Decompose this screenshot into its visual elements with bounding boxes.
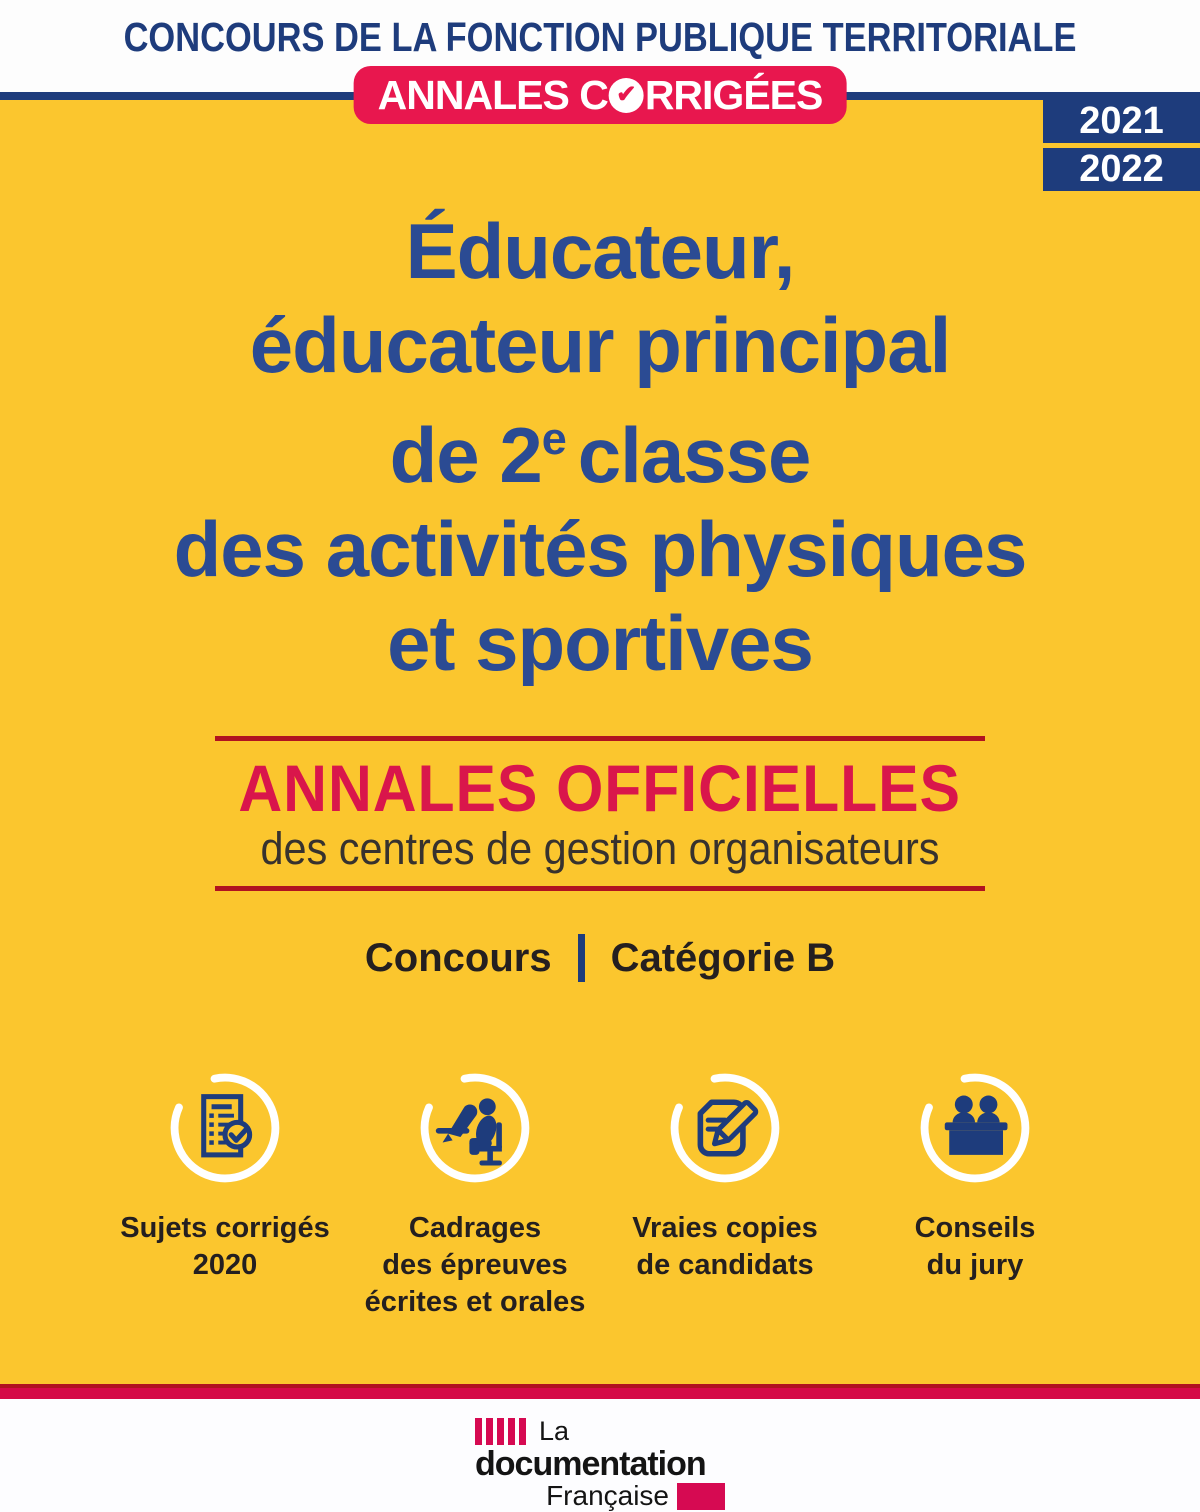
badge-text-right: RRIGÉES bbox=[644, 71, 823, 118]
red-rule-bottom bbox=[215, 886, 985, 891]
feature-cadrages-epreuves bbox=[350, 1072, 600, 1321]
publisher-francaise: Française bbox=[546, 1480, 669, 1511]
publisher-red-square bbox=[677, 1483, 725, 1510]
year-top: 2021 bbox=[1043, 100, 1200, 143]
publisher-documentation: documentation bbox=[475, 1445, 706, 1483]
bottom-red-bar bbox=[0, 1384, 1200, 1399]
check-in-o-icon: ✔ bbox=[609, 78, 644, 113]
title-line-3: de 2e classe bbox=[389, 411, 811, 499]
badge-text-left: ANNALES C bbox=[377, 71, 608, 118]
feature-sujets-corriges bbox=[100, 1072, 350, 1321]
annales-officielles-block bbox=[0, 736, 1200, 891]
category-row bbox=[0, 934, 1200, 982]
checklist-document-icon bbox=[169, 1072, 281, 1184]
year-bottom: 2022 bbox=[1043, 148, 1200, 191]
annales-subheading: des centres de gestion organisateurs bbox=[260, 823, 940, 874]
superscript-e: e bbox=[541, 413, 566, 464]
title-line-5: et sportives bbox=[387, 599, 813, 687]
jury-panel-icon bbox=[919, 1072, 1031, 1184]
publisher-logo bbox=[0, 1418, 1200, 1510]
features-row bbox=[0, 1072, 1200, 1321]
feature-conseils-jury bbox=[850, 1072, 1100, 1321]
main-title bbox=[0, 204, 1200, 690]
edition-years bbox=[1043, 100, 1200, 196]
feature-vraies-copies bbox=[600, 1072, 850, 1321]
feature-label: Conseils du jury bbox=[914, 1212, 1036, 1281]
paper-pencil-icon bbox=[669, 1072, 781, 1184]
title-line-4: des activités physiques bbox=[173, 505, 1027, 593]
category-divider bbox=[578, 934, 585, 982]
red-rule-top bbox=[215, 736, 985, 741]
feature-label: Vraies copies de candidats bbox=[632, 1212, 818, 1281]
feature-label: Sujets corrigés 2020 bbox=[120, 1212, 330, 1281]
feature-label: Cadrages des épreuves écrites et orales bbox=[364, 1212, 586, 1318]
annales-heading: ANNALES OFFICIELLES bbox=[238, 751, 962, 825]
title-line-1: Éducateur, bbox=[405, 207, 795, 295]
title-line-2: éducateur principal bbox=[249, 301, 951, 389]
series-title: CONCOURS DE LA FONCTION PUBLIQUE TERRITORIALE bbox=[123, 14, 1077, 60]
publisher-la: La bbox=[539, 1416, 570, 1446]
person-writing-desk-icon bbox=[419, 1072, 531, 1184]
annales-corrigees-badge bbox=[354, 66, 847, 124]
categorie-b-label: Catégorie B bbox=[610, 935, 836, 980]
publisher-stripes-mark bbox=[475, 1418, 529, 1445]
concours-label: Concours bbox=[364, 935, 552, 980]
